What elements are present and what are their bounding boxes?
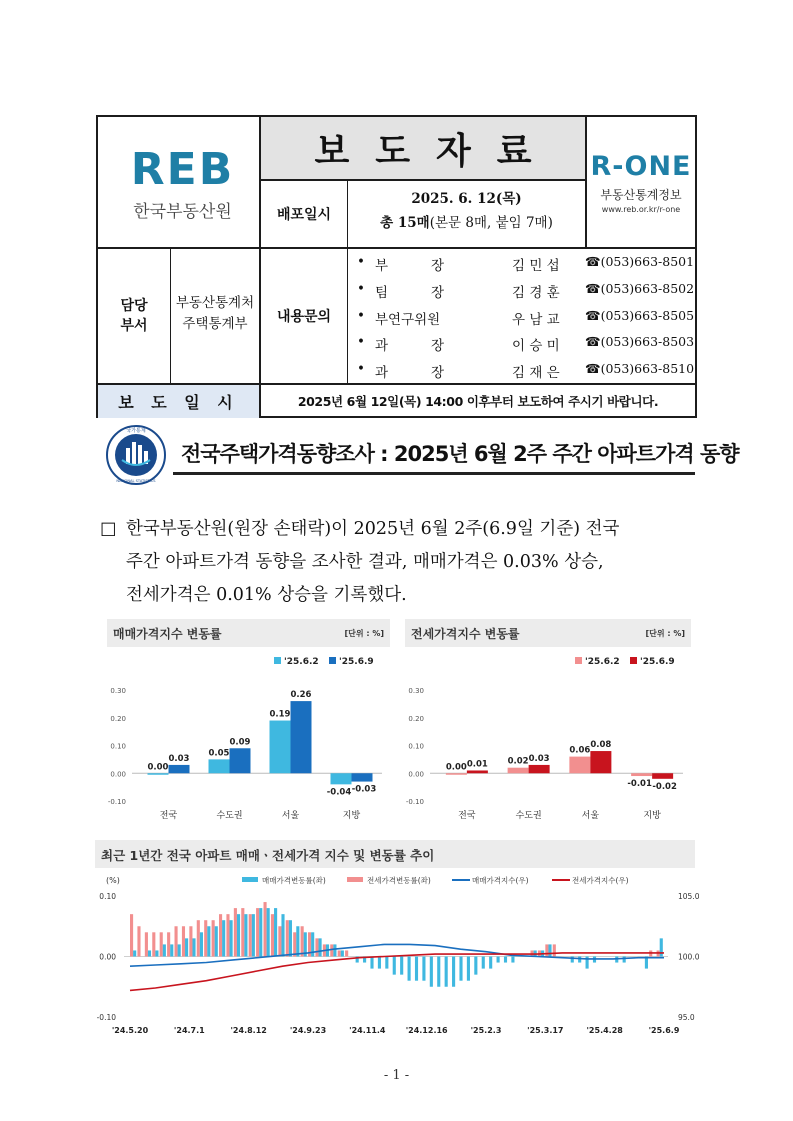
chart-title: 전세가격지수 변동률 [411,627,520,641]
bar [167,932,170,956]
chart-header [95,840,695,868]
y-right-tick-label: 100.0 [678,952,700,962]
bullet-square: □ [100,519,117,539]
rone-subtitle: 부동산통계정보 [600,188,682,202]
x-tick-label: '24.8.12 [230,1026,267,1035]
x-tick-label: '25.6.9 [648,1026,680,1035]
bar [209,759,230,773]
bar [256,908,259,956]
bar [281,914,284,956]
chart-unit: [단위 : %] [645,629,685,638]
bar [264,902,267,956]
bar [474,957,477,975]
bar [267,908,270,956]
contact-name: 김 재 은 [512,365,560,381]
reb-logo-mark: REB [130,144,235,195]
emblem-bottom-text: NATIONAL STATISTICS [116,479,156,483]
bar [548,944,551,956]
inquiry-label: 내용문의 [276,309,332,325]
release-label: 배포일시 [276,207,332,223]
bar [497,957,500,963]
x-tick-label: '24.11.4 [349,1026,386,1035]
bar [341,950,344,956]
contact-phone: ☎(053)663-8501 [585,254,695,269]
bar [437,957,440,987]
y-right-tick-label: 95.0 [678,1013,695,1022]
bar [319,938,322,956]
bar [459,957,462,981]
y-tick-label: -0.10 [96,1013,116,1022]
legend-swatch [242,877,258,882]
legend-label: 전세가격지수(우) [572,876,629,885]
org-name: 한국부동산원 [133,202,232,222]
bar [189,926,192,956]
bar [569,757,590,774]
data-label: -0.02 [652,781,677,792]
bar [160,932,163,956]
dept-name-1: 부동산통계처 [175,295,255,311]
y-tick-label: 0.10 [99,892,116,901]
bar [578,957,581,963]
contact-title: 팀 장 [375,285,444,301]
y-axis-label: (%) [106,876,120,885]
bar [170,944,173,956]
rent-change-chart [398,648,693,828]
data-label: -0.03 [351,784,377,795]
contact-name: 김 민 섭 [512,258,560,274]
chart-title: 매매가격지수 변동률 [113,627,222,641]
y-tick-label: 0.00 [99,952,116,962]
bar [445,957,448,987]
contact-phone: ☎(053)663-8505 [585,308,695,323]
sale-change-chart [100,648,392,828]
bar [286,920,289,956]
bar [152,932,155,956]
bar [163,944,166,956]
bar [130,914,133,956]
data-label: -0.04 [326,787,352,798]
bar [200,932,203,956]
dept-label: 담당 부서 [120,298,148,334]
section-header [105,428,739,483]
data-label: 0.09 [229,737,251,748]
contact-phone: ☎(053)663-8502 [585,281,695,296]
bar [553,944,556,956]
divider [98,247,695,249]
y-tick-label: 0.30 [110,687,126,695]
bar [352,773,373,781]
y-tick-label: 0.10 [110,742,126,751]
bar [529,765,550,773]
rone-logo [586,151,696,214]
bar [489,957,492,969]
bar [331,773,352,784]
bar [623,957,626,963]
y-tick-label: 0.00 [110,770,126,779]
bar [137,926,140,956]
bullet: • [357,254,365,270]
bar [197,920,200,956]
data-label: 0.01 [466,759,488,770]
bar [244,914,247,956]
contact-name: 이 승 미 [512,338,560,354]
bar [467,957,470,981]
bar [422,957,425,981]
bar [293,932,296,956]
x-tick-label: '25.3.17 [527,1026,564,1035]
chart-unit: [단위 : %] [344,629,384,638]
legend-swatch [630,657,637,664]
y-tick-label: -0.10 [405,798,424,806]
report-label-cell [98,385,259,418]
legend-label: 매매가격변동률(좌) [262,876,326,885]
bar [185,938,188,956]
bullet: • [357,281,365,297]
bar [175,926,178,956]
legend-label: 매매가격지수(우) [472,876,529,885]
bar [430,957,433,987]
bar [226,914,229,956]
bar [291,701,312,773]
bar [259,908,262,956]
page-number: - 1 - [383,1068,410,1083]
bar [169,765,190,773]
bar [249,914,252,956]
data-label: 0.00 [147,762,169,773]
legend-swatch [575,657,582,664]
bar [652,773,673,779]
divider [347,249,348,385]
data-label: 0.08 [590,740,612,751]
bar [378,957,381,969]
contact-title: 부 장 [375,258,444,274]
x-tick-label: '24.12.16 [405,1026,448,1035]
page-count-bold: 총 15매 [380,215,430,231]
bar [301,926,304,956]
bar [296,926,299,956]
x-tick-label: '25.4.28 [586,1026,623,1035]
y-tick-label: 0.00 [408,770,424,779]
legend-label: '25.6.9 [339,657,374,667]
x-tick-label: 전국 [159,811,178,821]
y-right-tick-label: 105.0 [678,892,700,901]
bar [237,914,240,956]
y-tick-label: 0.30 [408,687,424,695]
contact-phone: ☎(053)663-8503 [585,334,695,349]
bar [631,773,652,776]
bar [222,920,225,956]
data-label: 0.03 [168,753,190,764]
bar [370,957,373,969]
bar [289,920,292,956]
bar [274,908,277,956]
bar [148,773,169,775]
bar [393,957,396,975]
legend-swatch [347,877,363,882]
bullet: • [357,308,365,324]
press-release-header [96,115,697,418]
bar [338,950,341,956]
bar [278,926,281,956]
report-text: 2025년 6월 12일(목) 14:00 이후부터 보도하여 주시기 바랍니다. [297,394,659,409]
bar [215,926,218,956]
bullet: • [357,361,365,377]
contact-title: 과 장 [375,338,444,354]
contact-name: 우 남 교 [512,312,560,328]
bar [385,957,388,969]
data-label: 0.19 [269,709,291,720]
reb-logo [120,144,245,222]
national-statistics-emblem-icon [105,424,167,486]
data-label: 0.02 [507,756,529,767]
chart-header [107,619,390,647]
bar [452,957,455,987]
legend-swatch [329,657,336,664]
legend-label: '25.6.2 [284,657,319,667]
x-tick-label: '24.7.1 [173,1026,205,1035]
contact-title: 과 장 [375,365,444,381]
contact-row [357,357,697,383]
bar [504,957,507,963]
bar [148,950,151,956]
section-title: 전국주택가격동향조사 : 2025년 6월 2주 주간 아파트가격 동향 [181,442,739,466]
rone-logo-mark: R-ONE [590,151,692,182]
contact-row [357,304,697,330]
bar [212,920,215,956]
bar [155,950,158,956]
x-tick-label: '24.9.23 [289,1026,327,1035]
page-title: 보도자료 [314,130,558,172]
bar [192,938,195,956]
bar [271,914,274,956]
legend-label: '25.6.2 [585,657,620,667]
emblem-top-text: 국가통계 [126,428,146,434]
bar [508,768,529,774]
data-label: -0.01 [627,779,652,790]
legend-swatch [274,657,281,664]
bar [133,950,136,956]
x-tick-label: '24.5.20 [111,1026,149,1035]
y-tick-label: 0.20 [408,714,424,723]
report-label: 보 도 일 시 [118,393,239,412]
bar [545,944,548,956]
contact-row [357,250,697,276]
y-tick-label: 0.10 [408,742,424,751]
bar [408,957,411,981]
data-label: 0.26 [290,690,312,701]
data-label: 0.05 [208,748,230,759]
bar [230,748,251,773]
bar [182,926,185,956]
x-tick-label: 전국 [458,811,476,821]
x-tick-label: 지방 [342,811,361,821]
dept-names [171,293,259,335]
bar [400,957,403,975]
bar [204,920,207,956]
bar [330,944,333,956]
contact-row [357,277,697,303]
bar [234,908,237,956]
summary-line: 한국부동산원(원장 손태락)이 2025년 6월 2주(6.9일 기준) 전국 [126,519,620,539]
data-label: 0.03 [528,753,550,764]
bar [415,957,418,981]
title-cell [261,117,585,179]
bar [252,914,255,956]
bar [230,920,233,956]
summary-line: 전세가격은 0.01% 상승을 기록했다. [126,585,407,605]
bullet: • [357,334,365,350]
bar [446,773,467,775]
chart-header [405,619,691,647]
chart-title: 최근 1년간 전국 아파트 매매ㆍ전세가격 지수 및 변동률 추이 [101,848,435,863]
trend-chart [92,870,700,1045]
bar [241,908,244,956]
bar [270,721,291,774]
bar [467,770,488,773]
bar [207,926,210,956]
x-tick-label: 서울 [281,811,300,821]
page-count [348,211,585,231]
rone-url: www.reb.or.kr/r-one [601,205,681,214]
x-tick-label: 지방 [643,811,661,821]
x-tick-label: '25.2.3 [470,1026,502,1035]
release-info [348,187,585,231]
contact-title: 부연구위원 [375,312,441,328]
legend-label: 전세가격변동률(좌) [367,876,431,885]
contact-phone: ☎(053)663-8510 [585,361,695,376]
x-tick-label: 서울 [581,811,600,821]
bar [511,957,514,963]
bar [178,944,181,956]
contact-name: 김 경 훈 [512,285,560,301]
y-tick-label: -0.10 [107,798,126,806]
x-tick-label: 수도권 [515,811,542,821]
bar [219,914,222,956]
bar [660,938,663,956]
y-tick-label: 0.20 [110,714,126,723]
bar [590,751,611,773]
bar [333,944,336,956]
bar [345,950,348,956]
dept-name-2: 주택통계부 [182,316,248,332]
x-tick-label: 수도권 [216,811,243,821]
bar [315,938,318,956]
legend-label: '25.6.9 [640,657,675,667]
section-underline [173,472,695,475]
release-date: 2025. 6. 12(목) [411,191,522,207]
bar [482,957,485,969]
contact-row [357,330,697,356]
page-count-detail: (본문 8매, 붙임 7매) [429,215,553,231]
summary-line: 주간 아파트가격 동향을 조사한 결과, 매매가격은 0.03% 상승, [126,552,604,572]
data-label: 0.06 [569,745,591,756]
data-label: 0.00 [445,762,467,773]
bar [145,932,148,956]
